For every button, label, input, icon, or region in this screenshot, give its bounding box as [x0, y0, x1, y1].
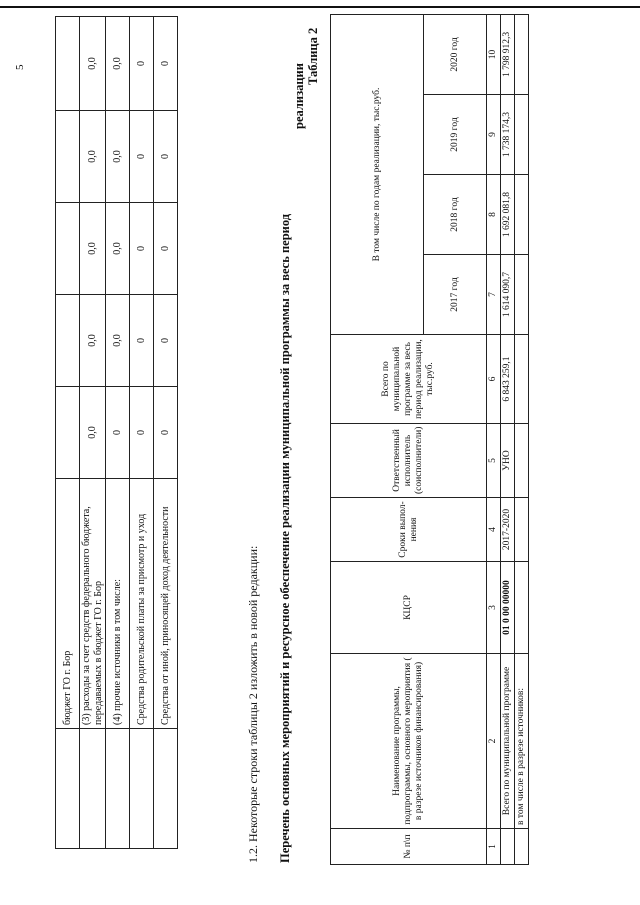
section-item-text: 1.2. Некоторые строки таблицы 2 изложить в новой редакции: [246, 545, 260, 863]
row-label: (4) прочие источники в том числе: [106, 479, 130, 729]
row-2018 [514, 175, 528, 255]
cell-value: 0 [130, 295, 154, 387]
col-number: 1 [487, 829, 501, 865]
resource-table [330, 14, 529, 865]
cell-value: 0,0 [80, 203, 106, 295]
row-total [514, 335, 528, 424]
row-2019: 1 738 174,3 [500, 95, 514, 175]
cell-value: 0,0 [106, 111, 130, 203]
cell-value: 0,0 [80, 111, 106, 203]
header-total: Всего по муниципальной программе за весь период реализации, тыс.руб. [331, 335, 487, 424]
col-number: 7 [487, 255, 501, 335]
row-responsible [514, 424, 528, 498]
row-2018: 1 692 081,8 [500, 175, 514, 255]
cell-value: 0 [154, 295, 178, 387]
table-row [56, 17, 80, 849]
table-title-continuation: реализации [292, 63, 306, 129]
col-number: 2 [487, 654, 501, 829]
cell-value: 0,0 [80, 295, 106, 387]
cell-value [56, 387, 80, 479]
cell-value: 0 [130, 111, 154, 203]
row-2017: 1 614 090,7 [500, 255, 514, 335]
header-year: 2020 год [424, 14, 487, 94]
row-num [500, 829, 514, 865]
col-number: 3 [487, 562, 501, 654]
header-num: № п\п [331, 829, 487, 865]
table-row [500, 14, 514, 864]
row-terms: 2017-2020 [500, 498, 514, 562]
table-label: Таблица 2 [306, 27, 320, 85]
continuation-table [55, 16, 178, 849]
col-number: 5 [487, 424, 501, 498]
cell-value: 0 [106, 387, 130, 479]
table-row [106, 17, 130, 849]
column-number-row [487, 14, 501, 864]
header-terms: Сроки выпол-нения [331, 498, 487, 562]
row-terms [514, 498, 528, 562]
col-number: 6 [487, 335, 501, 424]
row-2019 [514, 95, 528, 175]
cell-value [56, 111, 80, 203]
cell-value [56, 203, 80, 295]
page-number: 5 [14, 64, 26, 70]
cell-value: 0 [154, 203, 178, 295]
row-responsible: УНО [500, 424, 514, 498]
cell-value [56, 295, 80, 387]
cell-value: 0 [154, 17, 178, 111]
row-2020 [514, 14, 528, 94]
row-label: Средства от иной, приносящей доход деятельности [154, 479, 178, 729]
cell-value: 0 [130, 203, 154, 295]
row-kcsr: 01 0 00 00000 [500, 562, 514, 654]
cell-value: 0,0 [80, 17, 106, 111]
header-kcsr: КЦСР [331, 562, 487, 654]
col-number: 10 [487, 14, 501, 94]
cell-value: 0 [154, 111, 178, 203]
cell-value: 0,0 [106, 203, 130, 295]
table-row [154, 17, 178, 849]
row-label: бюджет ГО г. Бор [56, 479, 80, 729]
row-total: 6 843 259,1 [500, 335, 514, 424]
row-name: в том числе в разрезе источников: [514, 654, 528, 829]
row-kcsr [514, 562, 528, 654]
col-number: 8 [487, 175, 501, 255]
table-title: Перечень основных мероприятий и ресурсное обеспечение реализации муниципальной программы за весь период [278, 213, 292, 863]
header-responsible: Ответственный исполнитель (соисполнители) [331, 424, 487, 498]
header-name: Наименование программы, подпрограммы, основного мероприятия ( в разрезе источников финансирования) [331, 654, 487, 829]
col-number: 9 [487, 95, 501, 175]
header-by-years: В том числе по годам реализации, тыс.руб. [331, 14, 424, 334]
header-year: 2018 год [424, 175, 487, 255]
row-2017 [514, 255, 528, 335]
row-name: Всего по муниципальной программе [500, 654, 514, 829]
header-year: 2019 год [424, 95, 487, 175]
table-row [514, 14, 528, 864]
cell-value: 0,0 [106, 17, 130, 111]
table-header-row [331, 14, 424, 864]
table-row [80, 17, 106, 849]
cell-value: 0 [130, 387, 154, 479]
col-number: 4 [487, 498, 501, 562]
row-num [514, 829, 528, 865]
table-row [130, 17, 154, 849]
header-year: 2017 год [424, 255, 487, 335]
cell-value: 0 [130, 17, 154, 111]
cell-value: 0,0 [106, 295, 130, 387]
row-2020: 1 798 912,3 [500, 14, 514, 94]
row-label: Средства родительской платы за присмотр и уход [130, 479, 154, 729]
cell-value: 0 [154, 387, 178, 479]
cell-value [56, 17, 80, 111]
row-label: (3) расходы за счет средств федерального бюджета, передаваемых в бюджет ГО г. Бор [80, 479, 106, 729]
cell-value: 0,0 [80, 387, 106, 479]
